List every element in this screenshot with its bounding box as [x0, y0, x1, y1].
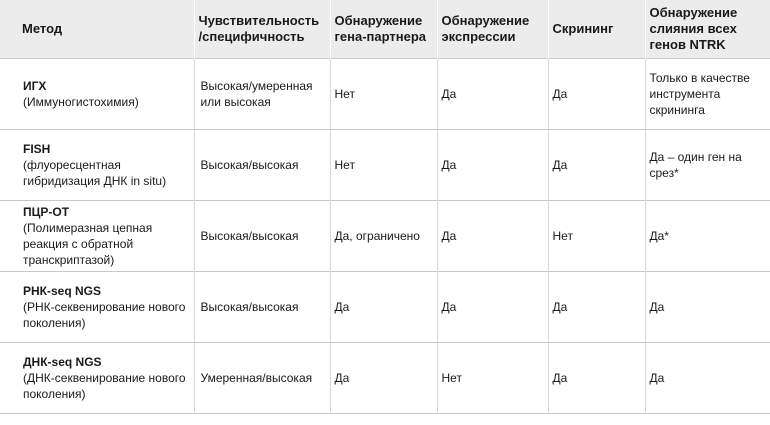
method-cell [0, 271, 194, 342]
method-description: (РНК-секвенирование нового поколения) [23, 299, 186, 330]
expression-cell: Нет [437, 342, 548, 413]
screening-cell: Да [548, 271, 645, 342]
screening-cell: Нет [548, 200, 645, 271]
screening-cell: Да [548, 342, 645, 413]
partner-cell: Да [330, 342, 437, 413]
method-cell [0, 342, 194, 413]
method-name: ПЦР-ОТ [23, 204, 70, 219]
header-screening: Скрининг [548, 0, 645, 58]
sensitivity-cell: Умеренная/высокая [194, 342, 330, 413]
fusion-cell: Да – один ген на срез* [649, 149, 742, 180]
screening-cell: Да [548, 58, 645, 129]
expression-cell: Да [437, 58, 548, 129]
sensitivity-cell: Высокая/высокая [194, 200, 330, 271]
partner-cell: Нет [330, 58, 437, 129]
table-row [0, 58, 770, 129]
sensitivity-cell: Высокая/высокая [194, 129, 330, 200]
partner-cell: Да [330, 271, 437, 342]
method-description: (Полимеразная цепная реакция с обратной транскриптазой) [23, 220, 153, 267]
table-row [0, 129, 770, 200]
header-expression: Обнаружение экспрессии [437, 0, 548, 58]
method-description: (флуоресцентная гибридизация ДНК in situ) [23, 157, 167, 188]
partner-cell: Нет [330, 129, 437, 200]
method-name: FISH [23, 141, 51, 156]
fusion-cell: Да [649, 299, 665, 314]
table-row [0, 271, 770, 342]
header-partner-gene: Обнаружение гена-партнера [330, 0, 437, 58]
method-name: ИГХ [23, 78, 47, 93]
header-sensitivity: Чувствительность /специфичность [194, 0, 330, 58]
header-row [0, 0, 770, 58]
fusion-cell: Да [649, 370, 665, 385]
method-cell [0, 200, 194, 271]
fusion-cell: Только в качестве инструмента скрининга [649, 70, 750, 117]
table-row [0, 200, 770, 271]
table-header [0, 0, 770, 58]
screening-cell: Да [548, 129, 645, 200]
expression-cell: Да [437, 271, 548, 342]
sensitivity-cell: Высокая/умеренная или высокая [194, 58, 330, 129]
partner-cell: Да, ограничено [330, 200, 437, 271]
method-cell [0, 129, 194, 200]
header-method: Метод [0, 0, 194, 58]
table-body [0, 58, 770, 413]
method-name: РНК-seq NGS [23, 283, 102, 298]
method-description: (Иммуногистохимия) [23, 94, 139, 109]
method-cell [0, 58, 194, 129]
method-name: ДНК-seq NGS [23, 354, 102, 369]
fusion-cell: Да* [649, 228, 669, 243]
table-row [0, 342, 770, 413]
expression-cell: Да [437, 129, 548, 200]
header-ntrk-fusion: Обнаружение слияния всех генов NTRK [649, 4, 738, 52]
method-description: (ДНК-секвенирование нового поколения) [23, 370, 186, 401]
expression-cell: Да [437, 200, 548, 271]
sensitivity-cell: Высокая/высокая [194, 271, 330, 342]
